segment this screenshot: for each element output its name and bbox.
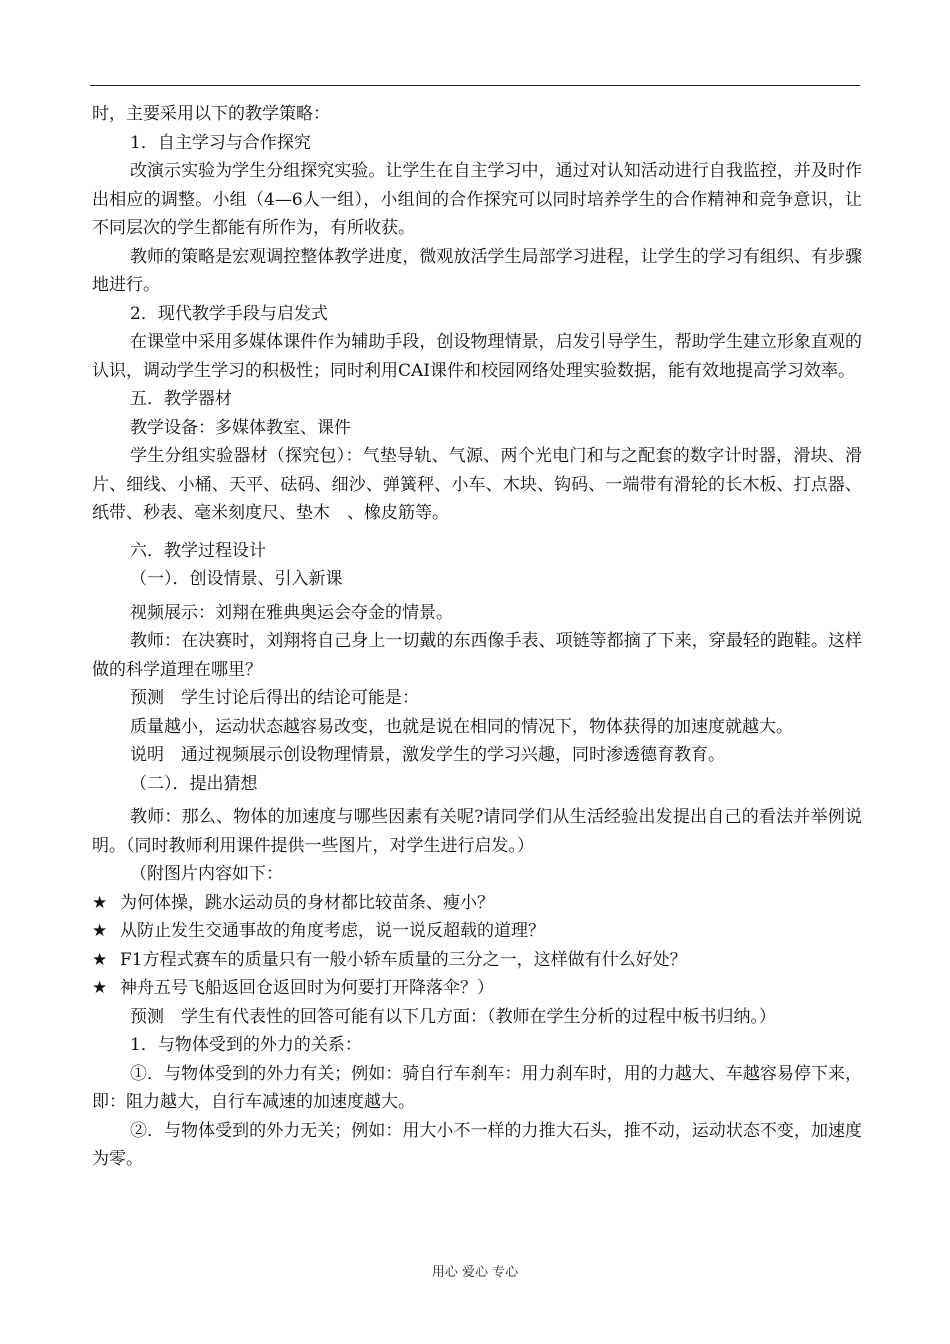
list-item	[92, 974, 862, 1003]
paragraph: 教师的策略是宏观调控整体教学进度，微观放活学生局部学习进程，让学生的学习有组织、有步骤地进行。	[92, 246, 862, 295]
list-item-text: 神舟五号飞船返回仓返回时为何要打开降落伞？）	[120, 978, 494, 998]
paragraph: 教师：在决赛时，刘翔将自己身上一切戴的东西像手表、项链等都摘了下来，穿最轻的跑鞋。这样做的科学道理在哪里？	[92, 631, 862, 680]
paragraph: 说明 通过视频展示创设物理情景，激发学生的学习兴趣，同时渗透德育教育。	[130, 745, 725, 765]
paragraph: ②．与物体受到的外力无关；例如：用大小不一样的力推大石头，推不动，运动状态不变，加速度为零。	[92, 1120, 862, 1169]
star-icon: ★	[92, 949, 108, 970]
list-item	[92, 917, 862, 946]
list-item	[92, 946, 862, 975]
paragraph: 1．与物体受到的外力的关系：	[130, 1035, 362, 1055]
star-icon: ★	[92, 921, 108, 941]
list-item	[92, 889, 862, 918]
list-item-text: 从防止发生交通事故的角度考虑，说一说反超载的道理？	[120, 921, 545, 941]
paragraph: 改演示实验为学生分组探究实验。让学生在自主学习中，通过对认知活动进行自我监控，并及时作出相应的调整。小组（4—6人一组），小组间的合作探究可以同时培养学生的合作精神和竞争意识，让不同层次的学生都能有所作为，有所收获。	[92, 161, 862, 238]
paragraph: 预测 学生有代表性的回答可能有以下几方面：（教师在学生分析的过程中板书归纳。）	[130, 1006, 776, 1027]
list-item-text: 为何体操，跳水运动员的身材都比较苗条、瘦小？	[120, 892, 494, 913]
list-item-text: F1方程式赛车的质量只有一般小轿车质量的三分之一，这样做有什么好处？	[120, 949, 687, 970]
header-rule	[90, 85, 860, 86]
section-heading: 1．自主学习与合作探究	[130, 132, 311, 153]
document-body	[92, 100, 862, 1174]
star-icon: ★	[92, 978, 108, 998]
section-heading: 2．现代教学手段与启发式	[130, 303, 328, 324]
paragraph: 视频展示：刘翔在雅典奥运会夺金的情景。	[130, 602, 453, 623]
subsection-heading: （一）．创设情景、引入新课	[130, 569, 343, 589]
paragraph: 学生分组实验器材（探究包）：气垫导轨、气源、两个光电门和与之配套的数字计时器，滑块、滑片、细线、小桶、天平、砝码、细沙、弹簧秤、小车、木块、钩码、一端带有滑轮的长木板、打点器、纸带、秒表、毫米刻度尺、垫木 、橡皮筋等。	[92, 446, 862, 523]
page-footer: 用心 爱心 专心	[431, 1265, 519, 1280]
subsection-heading: （二）．提出猜想	[130, 773, 258, 794]
section-heading: 五．教学器材	[130, 389, 232, 409]
paragraph: 教学设备：多媒体教室、课件	[130, 417, 351, 438]
paragraph: 预测 学生讨论后得出的结论可能是：	[130, 688, 419, 708]
paragraph: 质量越小，运动状态越容易改变，也就是说在相同的情况下，物体获得的加速度就越大。	[130, 716, 793, 737]
paragraph: ①．与物体受到的外力有关；例如：骑自行车刹车：用力刹车时，用的力越大、车越容易停下来，即：阻力越大，自行车减速的加速度越大。	[92, 1063, 862, 1112]
paragraph: 时，主要采用以下的教学策略：	[92, 104, 330, 124]
paragraph: 在课堂中采用多媒体课件作为辅助手段，创设物理情景，启发引导学生，帮助学生建立形象直观的认识，调动学生学习的积极性；同时利用CAI课件和校园网络处理实验数据，能有效地提高学习效率。	[92, 332, 862, 381]
star-icon: ★	[92, 892, 108, 913]
section-heading: 六．教学过程设计	[130, 540, 266, 561]
paragraph: （附图片内容如下：	[130, 864, 283, 884]
paragraph: 教师：那么、物体的加速度与哪些因素有关呢?请同学们从生活经验出发提出自己的看法并举例说明。（同时教师利用课件提供一些图片，对学生进行启发。）	[92, 807, 862, 856]
